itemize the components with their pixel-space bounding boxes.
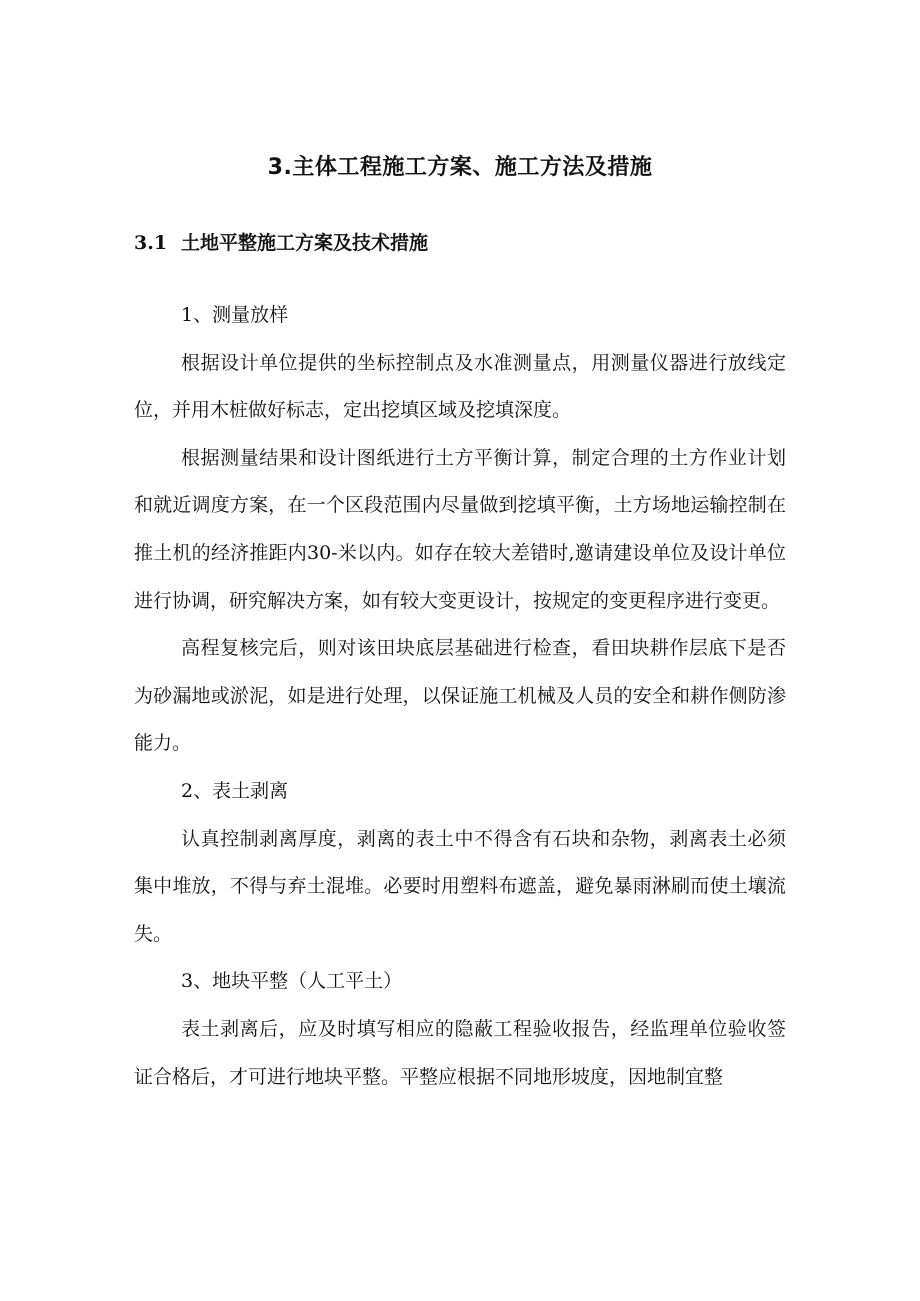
section-number: 3.1 xyxy=(134,232,168,254)
section-heading xyxy=(134,226,428,260)
subheading-topsoil-stripping: 2、表土剥离 xyxy=(181,779,289,802)
paragraph: 根据设计单位提供的坐标控制点及水准测量点，用测量仪器进行放线定位，并用木桩做好标志，定出挖填区域及挖填深度。 xyxy=(134,351,786,422)
paragraph: 认真控制剥离厚度，剥离的表土中不得含有石块和杂物，剥离表土必须集中堆放，不得与弃土混堆。必要时用塑料布遮盖，避免暴雨淋刷而使土壤流失。 xyxy=(134,827,786,945)
paragraph: 根据测量结果和设计图纸进行土方平衡计算，制定合理的土方作业计划和就近调度方案，在一个区段范围内尽量做到挖填平衡，土方场地运输控制在推土机的经济推距内30-米以内。如存在较大差错时,邀请建设单位及设计单位进行协调，研究解决方案，如有较大变更设计，按规定的变更程序进行变更。 xyxy=(134,446,786,612)
document-body xyxy=(134,292,786,1101)
document-title: 3.主体工程施工方案、施工方法及措施 xyxy=(267,155,653,180)
section-title: 土地平整施工方案及技术措施 xyxy=(181,232,429,254)
paragraph: 高程复核完后，则对该田块底层基础进行检查，看田块耕作层底下是否为砂漏地或淤泥，如是进行处理，以保证施工机械及人员的安全和耕作侧防渗能力。 xyxy=(134,637,786,755)
paragraph: 表土剥离后，应及时填写相应的隐蔽工程验收报告，经监理单位验收签证合格后，才可进行地块平整。平整应根据不同地形坡度，因地制宜整 xyxy=(134,1017,786,1088)
subheading-survey: 1、测量放样 xyxy=(181,304,289,326)
subheading-land-leveling: 3、地块平整（人工平土） xyxy=(181,970,403,993)
